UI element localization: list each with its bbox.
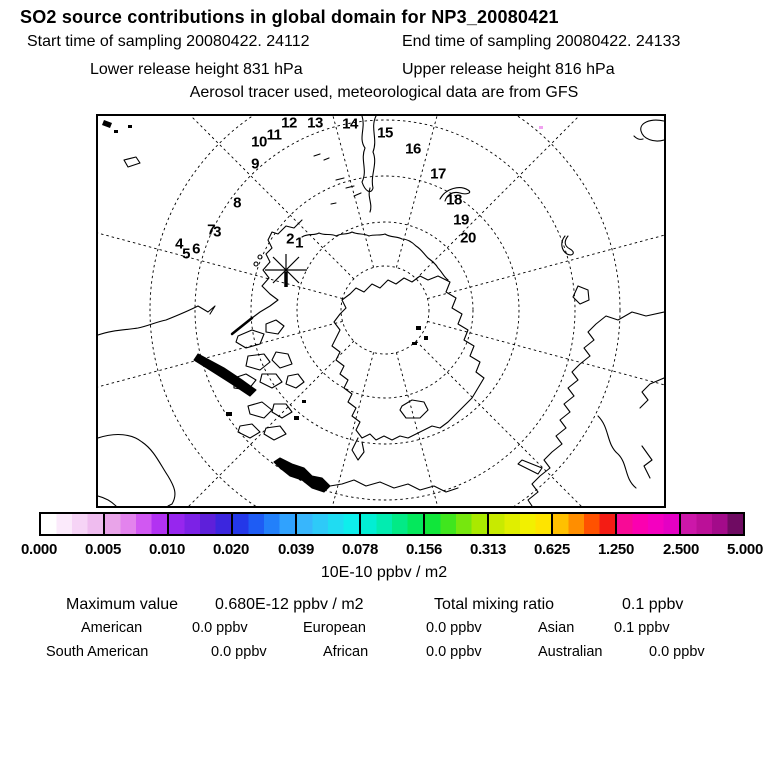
region-name: American: [81, 620, 143, 636]
colorbar-tick-label: 0.010: [148, 541, 186, 558]
trajectory-point-label: 14: [342, 115, 358, 133]
colorbar-segment: [169, 514, 233, 534]
end-time-text: End time of sampling 20080422. 24133: [402, 33, 681, 50]
trajectory-point-label: 15: [377, 124, 393, 142]
max-value: 0.680E-12 ppbv / m2: [215, 596, 364, 613]
region-name: Asian: [538, 620, 575, 636]
colorbar-tick-label: 1.250: [597, 541, 635, 558]
region-value: 0.0 ppbv: [426, 620, 482, 636]
colorbar-segment: [553, 514, 617, 534]
region-name: Australian: [538, 644, 603, 660]
trajectory-point-label: 5: [182, 245, 190, 263]
polar-map: [96, 114, 666, 508]
trajectory-point-label: 6: [192, 240, 200, 258]
trajectory-point-label: 8: [233, 194, 241, 212]
upper-release-height-text: Upper release height 816 hPa: [402, 61, 615, 78]
colorbar-segment: [617, 514, 681, 534]
colorbar-segment: [681, 514, 743, 534]
colorbar-segment: [425, 514, 489, 534]
tracer-note-text: Aerosol tracer used, meteorological data are from GFS: [189, 84, 579, 101]
max-value-label: Maximum value: [66, 596, 179, 613]
trajectory-point-label: 12: [281, 114, 297, 132]
region-name: South American: [46, 644, 149, 660]
colorbar-segment: [233, 514, 297, 534]
colorbar-tick-label: 2.500: [662, 541, 700, 558]
colorbar-segment: [361, 514, 425, 534]
colorbar-segment: [41, 514, 105, 534]
region-value: 0.1 ppbv: [614, 620, 670, 636]
release-site-marker: [265, 254, 307, 287]
region-name: African: [323, 644, 369, 660]
lower-release-height-text: Lower release height 831 hPa: [90, 61, 303, 78]
trajectory-point-label: 7: [207, 221, 215, 239]
colorbar-segment: [297, 514, 361, 534]
trajectory-point-label: 10: [251, 133, 267, 151]
trajectory-point-label: 18: [446, 191, 462, 209]
trajectory-point-label: 11: [266, 126, 282, 144]
colorbar-segment: [105, 514, 169, 534]
total-mixing-ratio-value: 0.1 ppbv: [622, 596, 684, 613]
map-canvas: [98, 116, 664, 506]
start-time-text: Start time of sampling 20080422. 24112: [27, 33, 310, 50]
colorbar-units: 10E-10 ppbv / m2: [320, 564, 448, 581]
colorbar-tick-label: 0.078: [341, 541, 379, 558]
trajectory-point-label: 20: [460, 229, 476, 247]
colorbar-segment: [489, 514, 553, 534]
region-value: 0.0 ppbv: [211, 644, 267, 660]
trajectory-point-label: 3: [213, 223, 221, 241]
trajectory-point-label: 17: [430, 165, 446, 183]
colorbar-tick-label: 0.625: [533, 541, 571, 558]
trajectory-point-label: 9: [251, 155, 259, 173]
trajectory-point-label: 13: [307, 114, 323, 132]
trajectory-point-label: 16: [405, 140, 421, 158]
plot-title: SO2 source contributions in global domain for NP3_20080421: [20, 7, 559, 27]
colorbar-tick-label: 0.156: [405, 541, 443, 558]
graticule: [98, 116, 664, 506]
colorbar-tick-label: 0.039: [277, 541, 315, 558]
trajectory-point-label: 19: [453, 211, 469, 229]
colorbar-tick-label: 0.313: [469, 541, 507, 558]
trajectory-point-label: 1: [295, 234, 303, 252]
colorbar-tick-label: 0.005: [84, 541, 122, 558]
colorbar: [39, 512, 745, 536]
trajectory-point-label: 2: [286, 230, 294, 248]
colorbar-tick-label: 0.000: [20, 541, 58, 558]
trajectory-point-label: 4: [175, 235, 183, 253]
coastlines: [98, 116, 664, 506]
colorbar-tick-label: 0.020: [212, 541, 250, 558]
region-value: 0.0 ppbv: [426, 644, 482, 660]
region-value: 0.0 ppbv: [649, 644, 705, 660]
region-value: 0.0 ppbv: [192, 620, 248, 636]
total-mixing-ratio-label: Total mixing ratio: [434, 596, 555, 613]
colorbar-tick-label: 5.000: [726, 541, 764, 558]
concentration-cell: [539, 126, 543, 129]
region-name: European: [303, 620, 366, 636]
